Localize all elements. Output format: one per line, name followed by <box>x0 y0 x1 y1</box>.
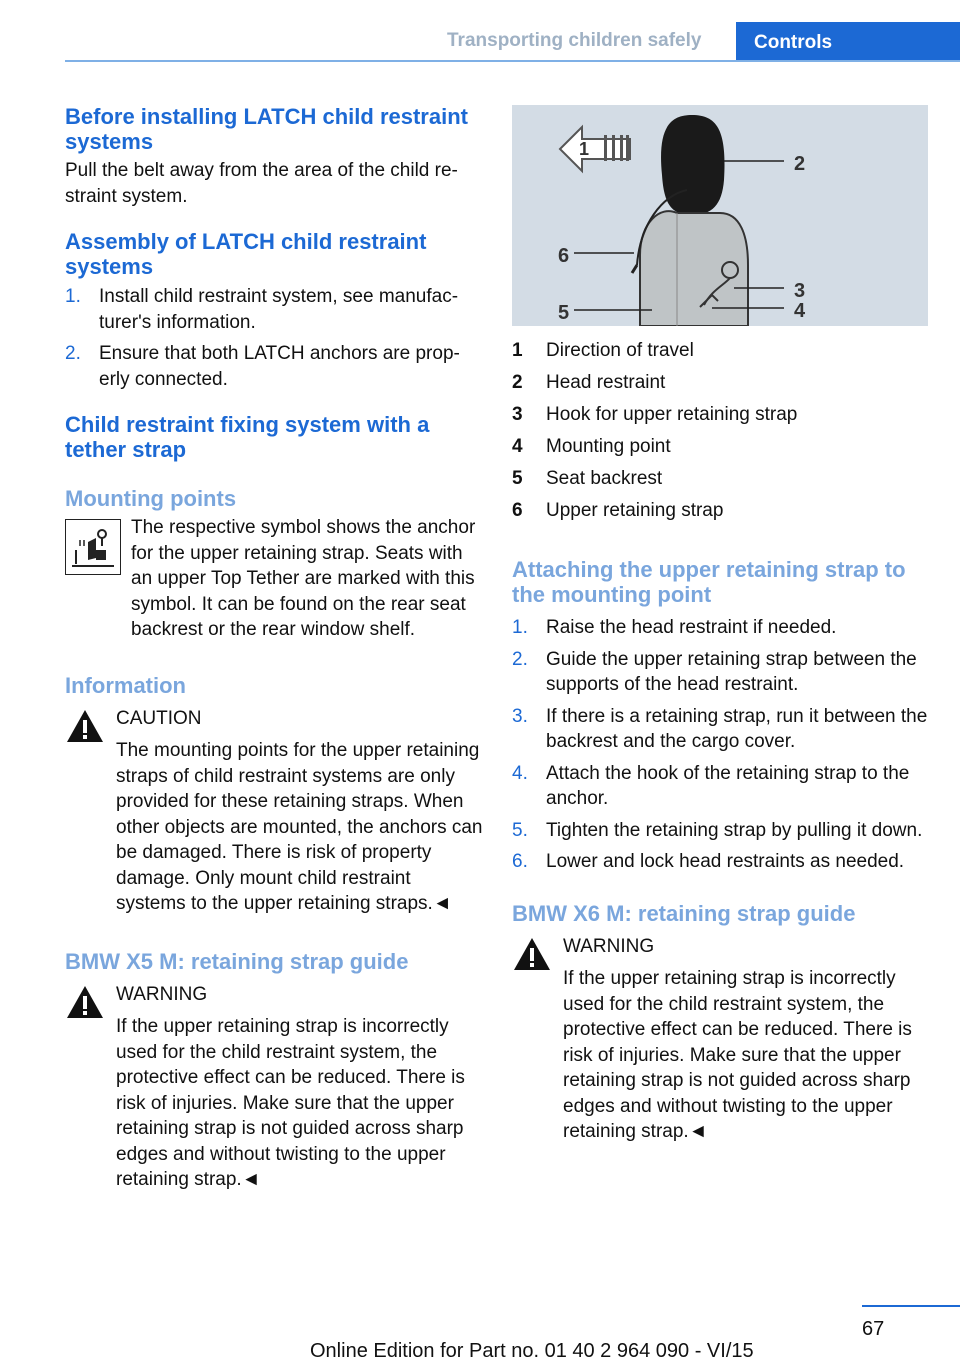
legend-text: Upper retaining strap <box>546 500 724 521</box>
step-number: 2. <box>65 343 81 364</box>
step-text: Lower and lock head restraints as needed. <box>546 851 905 872</box>
section-title: Transporting children safely <box>447 30 702 51</box>
warning-label: WARNING <box>116 983 208 1005</box>
attaching-steps <box>512 615 930 875</box>
legend-item <box>512 399 930 431</box>
warning-triangle-icon <box>65 708 105 749</box>
heading-x5-strap-guide: BMW X5 M: retaining strap guide <box>65 948 409 974</box>
right-column <box>512 335 930 1145</box>
caution-block <box>65 706 483 917</box>
step-number: 2. <box>512 648 528 670</box>
warning-triangle-icon <box>65 984 105 1025</box>
step-text: Guide the upper retaining strap between the supports of the head restraint. <box>546 648 917 695</box>
step-text: Attach the hook of the retaining strap to the anchor. <box>546 762 910 809</box>
legend-number: 2 <box>512 372 523 393</box>
left-column <box>65 104 483 1193</box>
figure-label-5: 5 <box>558 302 570 324</box>
legend-number: 6 <box>512 500 523 521</box>
head-restraint-figure <box>512 105 928 326</box>
step-number: 4. <box>512 762 528 784</box>
legend-number: 4 <box>512 436 523 457</box>
legend-text: Hook for upper retaining strap <box>546 404 798 425</box>
caution-label: CAUTION <box>116 707 202 729</box>
legend-item <box>512 335 930 367</box>
figure-label-1: 1 <box>579 139 590 159</box>
heading-before-installing: Before installing LATCH child restraint systems <box>65 104 468 154</box>
figure-legend <box>512 335 930 527</box>
legend-item <box>512 463 930 495</box>
warning-text: If the upper retaining strap is incorrectly used for the child restraint system, the protective effect can be reduced. There is risk of injuries. Make sure that the upper retaining strap is not guided across sharp edges and without twisting to the upper retaining strap.◄ <box>116 1016 465 1190</box>
step-text: Raise the head restraint if needed. <box>546 617 837 638</box>
heading-attaching-strap: Attaching the upper retaining strap to the mounting point <box>512 557 906 607</box>
step-number: 1. <box>512 617 528 638</box>
step-text: Tighten the retaining strap by pulling it down. <box>546 819 923 841</box>
warning-text: If the upper retaining strap is incorrectly used for the child restraint system, the protective effect can be reduced. There is risk of injuries. Make sure that the upper retaining strap is not guided across sharp edges and without twisting to the upper retaining strap.◄ <box>563 968 912 1142</box>
header-rule <box>65 60 960 62</box>
page-number: 67 <box>862 1318 885 1340</box>
heading-information: Information <box>65 672 186 698</box>
warning-triangle-icon <box>512 936 552 977</box>
figure-label-4: 4 <box>794 300 806 322</box>
heading-tether-strap: Child restraint fixing system with a tether strap <box>65 412 430 462</box>
edition-footer: Online Edition for Part no. 01 40 2 964 090 - VI/15 <box>310 1340 754 1362</box>
step-text: If there is a retaining strap, run it between the backrest and the cargo cover. <box>546 705 928 752</box>
x5-warning-block <box>65 982 483 1193</box>
legend-text: Direction of travel <box>546 340 694 361</box>
mounting-points-text: The respective symbol shows the anchor for the upper retaining strap. Seats with an upper Top Tether are marked with this symbol. It can be found on the rear seat backrest or the rear window shelf. <box>131 517 476 640</box>
x6-warning-block <box>512 934 930 1145</box>
list-item <box>512 818 930 844</box>
list-item <box>512 849 930 875</box>
caution-text: The mounting points for the upper retaining straps of child restraint systems are only provided for these retaining straps. When other objects are mounted, the anchors can be damaged. There is risk of property damage. Only mount child restraint systems to the upper retaining straps.◄ <box>116 740 483 914</box>
legend-text: Head restraint <box>546 372 666 393</box>
list-item <box>65 341 483 392</box>
step-number: 3. <box>512 705 528 727</box>
legend-number: 5 <box>512 468 523 489</box>
list-item <box>512 647 930 698</box>
top-tether-symbol-icon <box>65 519 121 575</box>
list-item <box>512 761 930 812</box>
legend-item <box>512 431 930 463</box>
figure-label-6: 6 <box>558 245 570 267</box>
heading-x6-strap-guide: BMW X6 M: retaining strap guide <box>512 900 856 926</box>
list-item <box>512 704 930 755</box>
legend-item <box>512 367 930 399</box>
step-number: 6. <box>512 851 528 872</box>
footer-rule <box>862 1305 960 1307</box>
legend-item <box>512 495 930 527</box>
warning-label: WARNING <box>563 935 655 957</box>
list-item <box>512 615 930 641</box>
list-item <box>65 284 483 335</box>
assembly-steps <box>65 284 483 392</box>
step-text: Install child restraint system, see manufacturer's information. <box>99 286 459 333</box>
step-text: Ensure that both LATCH anchors are properly connected. <box>99 343 460 390</box>
figure-label-2: 2 <box>794 153 806 175</box>
chapter-tab[interactable]: Controls <box>736 22 960 62</box>
legend-number: 1 <box>512 340 523 361</box>
heading-mounting-points: Mounting points <box>65 486 237 511</box>
legend-number: 3 <box>512 404 523 425</box>
legend-text: Mounting point <box>546 436 671 457</box>
before-installing-text: Pull the belt away from the area of the child restraint system. <box>65 160 458 207</box>
step-number: 5. <box>512 819 528 841</box>
step-number: 1. <box>65 286 81 307</box>
figure-label-3: 3 <box>794 280 806 302</box>
heading-assembly: Assembly of LATCH child restraint systems <box>65 229 427 279</box>
legend-text: Seat backrest <box>546 468 663 489</box>
